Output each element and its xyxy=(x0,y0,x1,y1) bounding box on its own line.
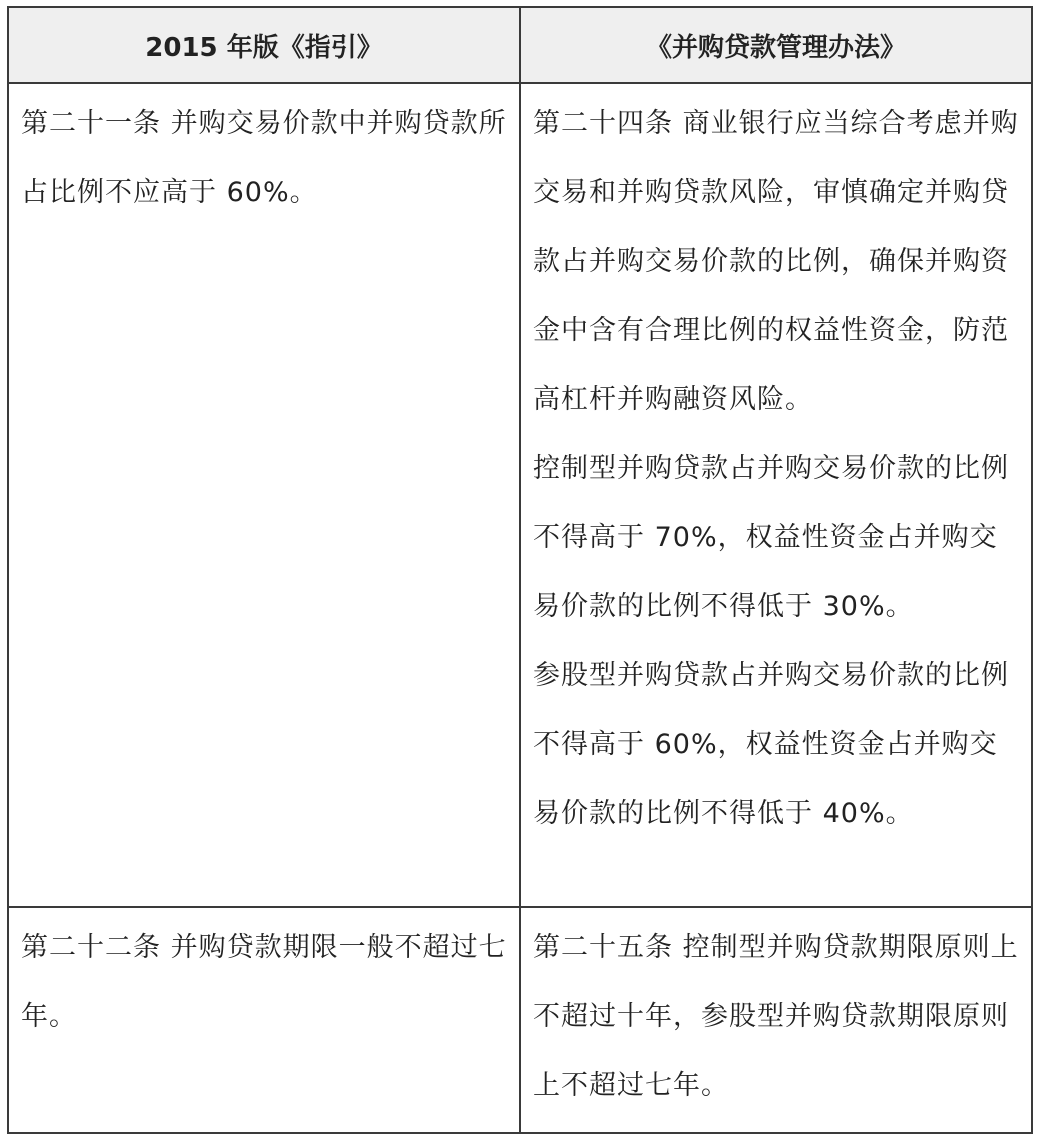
article-24-paragraph-2: 控制型并购贷款占并购交易价款的比例不得高于 70%，权益性资金占并购交易价款的比例不得低于 30%。 xyxy=(533,453,1009,622)
cell-article-21 xyxy=(8,83,520,907)
header-2015-guideline: 2015 年版《指引》 xyxy=(8,7,520,83)
table-header-row xyxy=(8,7,1032,83)
article-25-text: 第二十五条 控制型并购贷款期限原则上不超过十年，参股型并购贷款期限原则上不超过七年。 xyxy=(533,932,1019,1101)
article-22-text: 第二十二条 并购贷款期限一般不超过七年。 xyxy=(21,932,507,1032)
cell-article-22 xyxy=(8,907,520,1133)
article-24-paragraph-1: 第二十四条 商业银行应当综合考虑并购交易和并购贷款风险，审慎确定并购贷款占并购交易价款的比例，确保并购资金中含有合理比例的权益性资金，防范高杠杆并购融资风险。 xyxy=(533,108,1019,415)
table-row xyxy=(8,907,1032,1133)
header-merger-loan-measures: 《并购贷款管理办法》 xyxy=(520,7,1032,83)
article-21-text: 第二十一条 并购交易价款中并购贷款所占比例不应高于 60%。 xyxy=(21,108,507,208)
cell-article-24 xyxy=(520,83,1032,907)
cell-article-25 xyxy=(520,907,1032,1133)
table-row xyxy=(8,83,1032,907)
comparison-table xyxy=(7,6,1033,1134)
article-24-paragraph-3: 参股型并购贷款占并购交易价款的比例不得高于 60%，权益性资金占并购交易价款的比例不得低于 40%。 xyxy=(533,660,1009,829)
